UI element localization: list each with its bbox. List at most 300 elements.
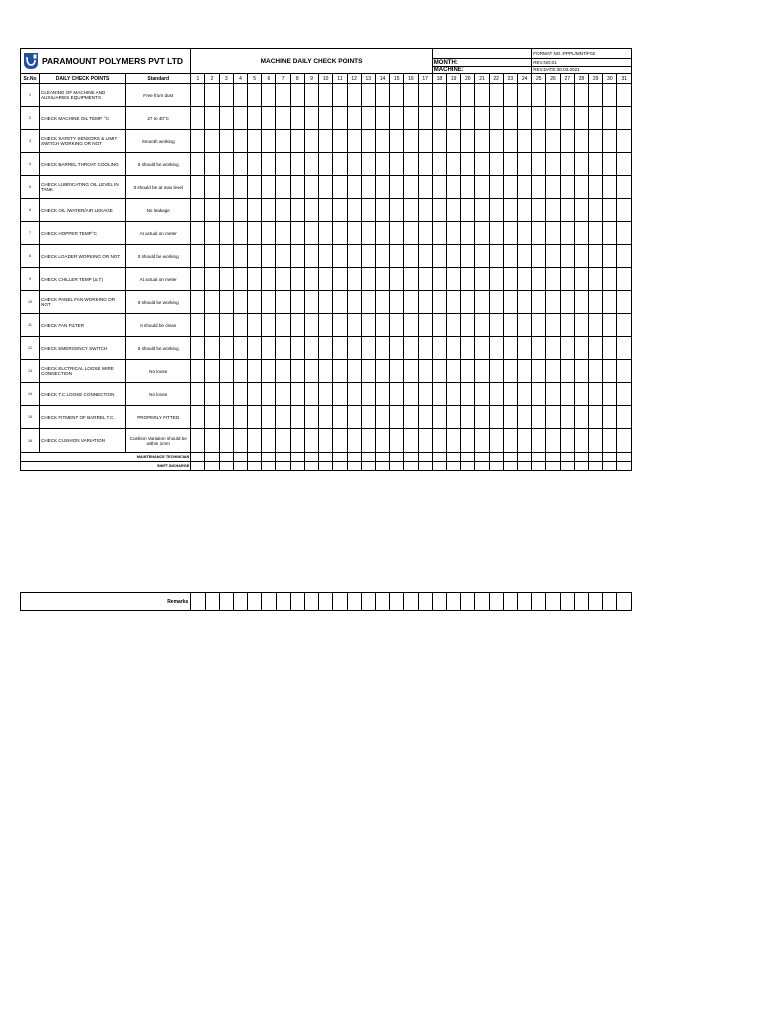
day-check-cell[interactable] [518,222,532,245]
remarks-cell[interactable] [248,593,262,611]
signature-cell[interactable] [276,462,290,471]
day-check-cell[interactable] [518,130,532,153]
day-check-cell[interactable] [361,291,375,314]
day-check-cell[interactable] [361,130,375,153]
day-check-cell[interactable] [361,360,375,383]
day-check-cell[interactable] [304,360,318,383]
day-check-cell[interactable] [333,406,347,429]
day-check-cell[interactable] [375,337,389,360]
day-check-cell[interactable] [390,199,404,222]
day-check-cell[interactable] [347,199,361,222]
day-check-cell[interactable] [262,429,276,453]
day-check-cell[interactable] [347,222,361,245]
day-check-cell[interactable] [276,176,290,199]
day-check-cell[interactable] [375,176,389,199]
day-check-cell[interactable] [233,429,247,453]
day-check-cell[interactable] [546,176,560,199]
day-check-cell[interactable] [290,130,304,153]
remarks-cell[interactable] [617,593,632,611]
day-check-cell[interactable] [461,360,475,383]
day-check-cell[interactable] [333,130,347,153]
day-check-cell[interactable] [361,314,375,337]
day-check-cell[interactable] [191,337,205,360]
day-check-cell[interactable] [560,130,574,153]
day-check-cell[interactable] [191,84,205,107]
day-check-cell[interactable] [404,337,418,360]
day-check-cell[interactable] [390,383,404,406]
day-check-cell[interactable] [390,222,404,245]
day-check-cell[interactable] [361,153,375,176]
day-check-cell[interactable] [532,383,546,406]
day-check-cell[interactable] [390,314,404,337]
remarks-cell[interactable] [333,593,347,611]
day-check-cell[interactable] [546,84,560,107]
signature-cell[interactable] [446,453,460,462]
remarks-cell[interactable] [191,593,205,611]
day-check-cell[interactable] [475,337,489,360]
day-check-cell[interactable] [404,406,418,429]
day-check-cell[interactable] [319,176,333,199]
day-check-cell[interactable] [319,337,333,360]
day-check-cell[interactable] [319,153,333,176]
day-check-cell[interactable] [375,153,389,176]
day-check-cell[interactable] [574,84,588,107]
day-check-cell[interactable] [248,291,262,314]
day-check-cell[interactable] [589,222,603,245]
day-check-cell[interactable] [446,383,460,406]
day-check-cell[interactable] [574,291,588,314]
day-check-cell[interactable] [205,176,219,199]
signature-cell[interactable] [475,462,489,471]
day-check-cell[interactable] [262,383,276,406]
remarks-cell[interactable] [276,593,290,611]
day-check-cell[interactable] [589,268,603,291]
day-check-cell[interactable] [418,84,432,107]
day-check-cell[interactable] [233,268,247,291]
day-check-cell[interactable] [262,314,276,337]
day-check-cell[interactable] [617,383,632,406]
signature-cell[interactable] [333,462,347,471]
day-check-cell[interactable] [361,107,375,130]
remarks-cell[interactable] [205,593,219,611]
day-check-cell[interactable] [461,268,475,291]
day-check-cell[interactable] [290,268,304,291]
day-check-cell[interactable] [603,153,617,176]
remarks-cell[interactable] [347,593,361,611]
day-check-cell[interactable] [560,199,574,222]
day-check-cell[interactable] [375,406,389,429]
day-check-cell[interactable] [233,360,247,383]
day-check-cell[interactable] [290,176,304,199]
day-check-cell[interactable] [219,199,233,222]
day-check-cell[interactable] [205,130,219,153]
day-check-cell[interactable] [276,314,290,337]
signature-cell[interactable] [546,462,560,471]
day-check-cell[interactable] [248,153,262,176]
day-check-cell[interactable] [574,360,588,383]
signature-cell[interactable] [233,462,247,471]
day-check-cell[interactable] [404,84,418,107]
day-check-cell[interactable] [432,360,446,383]
day-check-cell[interactable] [347,268,361,291]
day-check-cell[interactable] [617,314,632,337]
day-check-cell[interactable] [503,314,517,337]
day-check-cell[interactable] [276,291,290,314]
day-check-cell[interactable] [233,406,247,429]
day-check-cell[interactable] [603,314,617,337]
day-check-cell[interactable] [603,222,617,245]
day-check-cell[interactable] [290,314,304,337]
day-check-cell[interactable] [418,245,432,268]
signature-cell[interactable] [489,462,503,471]
signature-cell[interactable] [290,462,304,471]
day-check-cell[interactable] [233,222,247,245]
day-check-cell[interactable] [205,222,219,245]
day-check-cell[interactable] [603,199,617,222]
day-check-cell[interactable] [475,107,489,130]
signature-cell[interactable] [546,453,560,462]
day-check-cell[interactable] [532,153,546,176]
day-check-cell[interactable] [475,383,489,406]
day-check-cell[interactable] [290,245,304,268]
remarks-cell[interactable] [290,593,304,611]
remarks-cell[interactable] [304,593,318,611]
day-check-cell[interactable] [560,406,574,429]
day-check-cell[interactable] [446,268,460,291]
signature-cell[interactable] [375,462,389,471]
signature-cell[interactable] [390,462,404,471]
day-check-cell[interactable] [518,199,532,222]
remarks-cell[interactable] [560,593,574,611]
signature-cell[interactable] [191,462,205,471]
day-check-cell[interactable] [617,429,632,453]
day-check-cell[interactable] [375,268,389,291]
day-check-cell[interactable] [219,360,233,383]
day-check-cell[interactable] [290,222,304,245]
day-check-cell[interactable] [347,84,361,107]
day-check-cell[interactable] [589,176,603,199]
day-check-cell[interactable] [418,176,432,199]
day-check-cell[interactable] [560,429,574,453]
day-check-cell[interactable] [446,406,460,429]
day-check-cell[interactable] [518,383,532,406]
day-check-cell[interactable] [304,176,318,199]
day-check-cell[interactable] [319,268,333,291]
day-check-cell[interactable] [390,429,404,453]
day-check-cell[interactable] [489,222,503,245]
day-check-cell[interactable] [532,406,546,429]
day-check-cell[interactable] [248,199,262,222]
day-check-cell[interactable] [589,153,603,176]
day-check-cell[interactable] [489,406,503,429]
day-check-cell[interactable] [276,360,290,383]
day-check-cell[interactable] [191,314,205,337]
day-check-cell[interactable] [589,107,603,130]
day-check-cell[interactable] [248,245,262,268]
day-check-cell[interactable] [446,222,460,245]
day-check-cell[interactable] [503,153,517,176]
day-check-cell[interactable] [532,130,546,153]
day-check-cell[interactable] [361,199,375,222]
day-check-cell[interactable] [518,107,532,130]
day-check-cell[interactable] [518,245,532,268]
day-check-cell[interactable] [404,291,418,314]
day-check-cell[interactable] [290,84,304,107]
day-check-cell[interactable] [589,84,603,107]
day-check-cell[interactable] [319,360,333,383]
day-check-cell[interactable] [233,130,247,153]
day-check-cell[interactable] [219,222,233,245]
day-check-cell[interactable] [546,245,560,268]
day-check-cell[interactable] [304,406,318,429]
day-check-cell[interactable] [404,153,418,176]
remarks-cell[interactable] [475,593,489,611]
day-check-cell[interactable] [219,337,233,360]
day-check-cell[interactable] [461,406,475,429]
signature-cell[interactable] [603,462,617,471]
day-check-cell[interactable] [248,429,262,453]
signature-cell[interactable] [503,453,517,462]
day-check-cell[interactable] [390,130,404,153]
day-check-cell[interactable] [560,153,574,176]
day-check-cell[interactable] [489,291,503,314]
day-check-cell[interactable] [347,245,361,268]
day-check-cell[interactable] [603,429,617,453]
day-check-cell[interactable] [390,176,404,199]
remarks-cell[interactable] [418,593,432,611]
day-check-cell[interactable] [248,383,262,406]
day-check-cell[interactable] [233,176,247,199]
day-check-cell[interactable] [347,429,361,453]
day-check-cell[interactable] [333,199,347,222]
day-check-cell[interactable] [446,245,460,268]
signature-cell[interactable] [319,462,333,471]
day-check-cell[interactable] [219,314,233,337]
day-check-cell[interactable] [418,222,432,245]
day-check-cell[interactable] [205,314,219,337]
signature-cell[interactable] [262,462,276,471]
day-check-cell[interactable] [276,84,290,107]
day-check-cell[interactable] [503,383,517,406]
day-check-cell[interactable] [361,268,375,291]
day-check-cell[interactable] [546,360,560,383]
day-check-cell[interactable] [432,314,446,337]
day-check-cell[interactable] [574,199,588,222]
day-check-cell[interactable] [347,107,361,130]
day-check-cell[interactable] [532,291,546,314]
day-check-cell[interactable] [475,314,489,337]
day-check-cell[interactable] [617,199,632,222]
remarks-cell[interactable] [503,593,517,611]
day-check-cell[interactable] [191,383,205,406]
signature-cell[interactable] [560,453,574,462]
day-check-cell[interactable] [248,337,262,360]
day-check-cell[interactable] [418,314,432,337]
day-check-cell[interactable] [219,383,233,406]
day-check-cell[interactable] [233,107,247,130]
day-check-cell[interactable] [574,153,588,176]
signature-cell[interactable] [361,453,375,462]
day-check-cell[interactable] [418,130,432,153]
day-check-cell[interactable] [347,130,361,153]
day-check-cell[interactable] [233,199,247,222]
day-check-cell[interactable] [503,222,517,245]
day-check-cell[interactable] [461,130,475,153]
day-check-cell[interactable] [361,222,375,245]
day-check-cell[interactable] [191,245,205,268]
day-check-cell[interactable] [461,245,475,268]
day-check-cell[interactable] [390,153,404,176]
day-check-cell[interactable] [304,199,318,222]
day-check-cell[interactable] [532,360,546,383]
day-check-cell[interactable] [617,107,632,130]
day-check-cell[interactable] [532,176,546,199]
day-check-cell[interactable] [390,107,404,130]
day-check-cell[interactable] [617,291,632,314]
day-check-cell[interactable] [290,199,304,222]
day-check-cell[interactable] [262,153,276,176]
signature-cell[interactable] [518,462,532,471]
day-check-cell[interactable] [617,360,632,383]
day-check-cell[interactable] [418,429,432,453]
day-check-cell[interactable] [333,291,347,314]
day-check-cell[interactable] [518,360,532,383]
day-check-cell[interactable] [290,153,304,176]
day-check-cell[interactable] [432,383,446,406]
day-check-cell[interactable] [319,429,333,453]
day-check-cell[interactable] [574,314,588,337]
day-check-cell[interactable] [589,383,603,406]
day-check-cell[interactable] [418,337,432,360]
day-check-cell[interactable] [390,360,404,383]
day-check-cell[interactable] [205,429,219,453]
signature-cell[interactable] [532,462,546,471]
day-check-cell[interactable] [574,222,588,245]
day-check-cell[interactable] [404,245,418,268]
signature-cell[interactable] [219,462,233,471]
day-check-cell[interactable] [446,153,460,176]
day-check-cell[interactable] [333,222,347,245]
day-check-cell[interactable] [276,107,290,130]
day-check-cell[interactable] [191,268,205,291]
day-check-cell[interactable] [290,383,304,406]
day-check-cell[interactable] [532,222,546,245]
day-check-cell[interactable] [276,337,290,360]
day-check-cell[interactable] [304,222,318,245]
day-check-cell[interactable] [375,84,389,107]
remarks-cell[interactable] [233,593,247,611]
day-check-cell[interactable] [603,406,617,429]
day-check-cell[interactable] [489,130,503,153]
day-check-cell[interactable] [290,107,304,130]
day-check-cell[interactable] [262,291,276,314]
day-check-cell[interactable] [603,176,617,199]
signature-cell[interactable] [617,462,632,471]
day-check-cell[interactable] [390,337,404,360]
signature-cell[interactable] [248,453,262,462]
day-check-cell[interactable] [375,222,389,245]
day-check-cell[interactable] [248,130,262,153]
day-check-cell[interactable] [461,429,475,453]
day-check-cell[interactable] [262,406,276,429]
day-check-cell[interactable] [461,199,475,222]
day-check-cell[interactable] [518,337,532,360]
day-check-cell[interactable] [390,84,404,107]
day-check-cell[interactable] [560,176,574,199]
signature-cell[interactable] [290,453,304,462]
remarks-cell[interactable] [375,593,389,611]
remarks-cell[interactable] [518,593,532,611]
day-check-cell[interactable] [276,199,290,222]
day-check-cell[interactable] [262,245,276,268]
day-check-cell[interactable] [446,107,460,130]
day-check-cell[interactable] [191,176,205,199]
day-check-cell[interactable] [446,84,460,107]
remarks-cell[interactable] [532,593,546,611]
day-check-cell[interactable] [546,199,560,222]
day-check-cell[interactable] [560,222,574,245]
remarks-cell[interactable] [432,593,446,611]
day-check-cell[interactable] [560,245,574,268]
day-check-cell[interactable] [375,199,389,222]
day-check-cell[interactable] [532,314,546,337]
signature-cell[interactable] [319,453,333,462]
day-check-cell[interactable] [489,107,503,130]
signature-cell[interactable] [205,462,219,471]
day-check-cell[interactable] [375,245,389,268]
day-check-cell[interactable] [262,199,276,222]
day-check-cell[interactable] [489,153,503,176]
day-check-cell[interactable] [404,176,418,199]
day-check-cell[interactable] [219,268,233,291]
remarks-cell[interactable] [603,593,617,611]
day-check-cell[interactable] [191,406,205,429]
day-check-cell[interactable] [333,245,347,268]
day-check-cell[interactable] [503,176,517,199]
day-check-cell[interactable] [574,245,588,268]
signature-cell[interactable] [219,453,233,462]
day-check-cell[interactable] [489,314,503,337]
day-check-cell[interactable] [432,268,446,291]
remarks-cell[interactable] [219,593,233,611]
remarks-cell[interactable] [319,593,333,611]
day-check-cell[interactable] [404,107,418,130]
remarks-cell[interactable] [546,593,560,611]
day-check-cell[interactable] [290,291,304,314]
day-check-cell[interactable] [304,429,318,453]
day-check-cell[interactable] [319,383,333,406]
day-check-cell[interactable] [418,153,432,176]
day-check-cell[interactable] [290,406,304,429]
day-check-cell[interactable] [546,337,560,360]
day-check-cell[interactable] [503,406,517,429]
day-check-cell[interactable] [503,337,517,360]
day-check-cell[interactable] [446,130,460,153]
day-check-cell[interactable] [205,107,219,130]
day-check-cell[interactable] [390,406,404,429]
day-check-cell[interactable] [262,130,276,153]
day-check-cell[interactable] [304,84,318,107]
signature-cell[interactable] [404,453,418,462]
day-check-cell[interactable] [205,153,219,176]
day-check-cell[interactable] [546,291,560,314]
day-check-cell[interactable] [532,337,546,360]
day-check-cell[interactable] [276,383,290,406]
day-check-cell[interactable] [503,245,517,268]
day-check-cell[interactable] [219,107,233,130]
day-check-cell[interactable] [418,360,432,383]
day-check-cell[interactable] [432,84,446,107]
